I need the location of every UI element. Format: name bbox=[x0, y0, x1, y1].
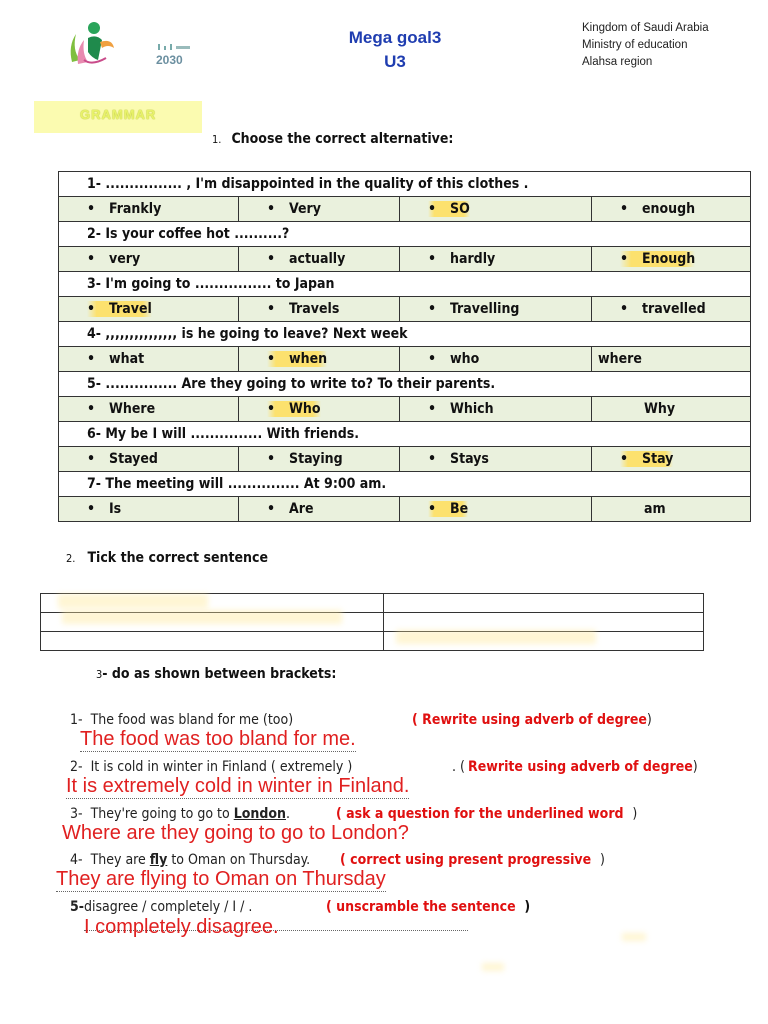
option-cell[interactable] bbox=[59, 247, 239, 272]
option-label: • enough bbox=[620, 201, 695, 217]
option-label: where bbox=[598, 351, 642, 367]
question-row bbox=[59, 272, 751, 297]
education-logo bbox=[62, 16, 118, 70]
option-cell[interactable] bbox=[400, 197, 592, 222]
option-label: • Travelling bbox=[428, 301, 519, 317]
faint-highlight bbox=[58, 594, 208, 608]
option-label-highlighted: • SO bbox=[428, 201, 470, 217]
faint-highlight bbox=[622, 933, 646, 941]
options-row bbox=[59, 297, 751, 322]
option-cell[interactable] bbox=[59, 497, 239, 522]
option-cell[interactable] bbox=[59, 197, 239, 222]
tick-cell-right[interactable] bbox=[384, 613, 704, 632]
ministry-label: Ministry of education bbox=[582, 39, 688, 51]
title-block bbox=[320, 26, 470, 74]
option-label: am bbox=[644, 501, 666, 517]
answer-3[interactable]: Where are they going to go to London? bbox=[62, 822, 409, 844]
region-label: Alahsa region bbox=[582, 56, 653, 68]
option-label-highlighted: • Stay bbox=[620, 451, 673, 467]
question-1-number: 1. bbox=[212, 133, 222, 146]
option-label: • Where bbox=[87, 401, 155, 417]
grammar-label: GRAMMAR bbox=[80, 107, 157, 122]
item-text: The food was bland for me (too) bbox=[90, 712, 294, 728]
option-label: • Is bbox=[87, 501, 121, 517]
option-label: Why bbox=[644, 401, 676, 417]
options-row bbox=[59, 447, 751, 472]
option-cell[interactable] bbox=[239, 497, 400, 522]
question-text: 7- The meeting will ............... At 9:00 am. bbox=[59, 472, 751, 497]
option-label: • Which bbox=[428, 401, 494, 417]
option-cell[interactable] bbox=[239, 197, 400, 222]
instruction-2-open: . ( bbox=[452, 759, 465, 775]
instruction-3: ( ask a question for the underlined word ) bbox=[336, 806, 638, 822]
question-text: 5- ............... Are they going to write to? To their parents. bbox=[59, 372, 751, 397]
option-cell[interactable] bbox=[400, 297, 592, 322]
option-cell[interactable] bbox=[592, 447, 751, 472]
option-cell[interactable] bbox=[59, 297, 239, 322]
tick-cell-right[interactable] bbox=[384, 594, 704, 613]
option-label: • very bbox=[87, 251, 140, 267]
item-text: It is cold in winter in Finland ( extremely ) bbox=[90, 759, 353, 775]
exercise-item-5 bbox=[70, 899, 252, 915]
option-label: • Staying bbox=[267, 451, 343, 467]
answer-5[interactable]: I completely disagree. bbox=[84, 916, 279, 938]
faint-highlight bbox=[396, 630, 596, 644]
option-label-highlighted: • Be bbox=[428, 501, 468, 517]
question-text: 4- ,,,,,,,,,,,,,,, is he going to leave? Next week bbox=[59, 322, 751, 347]
multiple-choice-table bbox=[58, 171, 751, 522]
option-label: • actually bbox=[267, 251, 345, 267]
option-label: • who bbox=[428, 351, 479, 367]
option-cell[interactable] bbox=[592, 297, 751, 322]
worksheet-title: Mega goal3 bbox=[348, 28, 442, 47]
option-cell[interactable] bbox=[59, 447, 239, 472]
option-cell[interactable] bbox=[239, 397, 400, 422]
item-number: 1- bbox=[70, 712, 83, 728]
question-row bbox=[59, 172, 751, 197]
instruction-4: ( correct using present progressive ) bbox=[340, 852, 605, 868]
option-cell[interactable] bbox=[239, 297, 400, 322]
option-cell[interactable] bbox=[592, 197, 751, 222]
exercise-item-4: 4- They are fly to Oman on Thursday. bbox=[70, 852, 311, 868]
question-2-number: 2. bbox=[66, 552, 76, 565]
question-2-text: Tick the correct sentence bbox=[87, 550, 269, 566]
option-label: • travelled bbox=[620, 301, 706, 317]
option-label-highlighted: • Who bbox=[267, 401, 321, 417]
option-cell[interactable] bbox=[592, 247, 751, 272]
option-cell[interactable] bbox=[400, 497, 592, 522]
option-cell[interactable] bbox=[59, 397, 239, 422]
exercise-item-1 bbox=[70, 712, 293, 728]
item-number: 4- bbox=[70, 852, 83, 868]
question-row bbox=[59, 222, 751, 247]
option-cell[interactable] bbox=[400, 247, 592, 272]
unit-label: U3 bbox=[384, 52, 406, 71]
answer-2[interactable]: It is extremely cold in winter in Finland. bbox=[66, 775, 410, 797]
question-1-text: Choose the correct alternative: bbox=[231, 131, 454, 147]
item-number: 3- bbox=[70, 806, 83, 822]
option-cell[interactable] bbox=[400, 397, 592, 422]
instruction-2: Rewrite using adverb of degree) bbox=[468, 759, 698, 775]
underlined-word: London bbox=[233, 806, 286, 822]
question-3-heading bbox=[96, 666, 336, 682]
item-number: 2- bbox=[70, 759, 83, 775]
kingdom-label: Kingdom of Saudi Arabia bbox=[582, 22, 709, 34]
question-2-heading bbox=[66, 550, 268, 566]
option-label: • Very bbox=[267, 201, 321, 217]
option-label-highlighted: • Travel bbox=[87, 301, 152, 317]
option-cell[interactable] bbox=[239, 347, 400, 372]
option-label: • Stayed bbox=[87, 451, 158, 467]
option-label: • Stays bbox=[428, 451, 489, 467]
question-3-number: 3 bbox=[96, 668, 103, 681]
answer-1[interactable]: The food was too bland for me. bbox=[80, 728, 356, 750]
vision-2030-text: 2030 bbox=[156, 53, 183, 67]
options-row bbox=[59, 347, 751, 372]
question-3-text: - do as shown between brackets: bbox=[102, 666, 337, 682]
option-label: • what bbox=[87, 351, 144, 367]
instruction-1: ( Rewrite using adverb of degree) bbox=[412, 712, 652, 728]
option-cell[interactable] bbox=[592, 397, 751, 422]
question-1-heading bbox=[212, 131, 453, 147]
question-text: 2- Is your coffee hot ..........? bbox=[59, 222, 751, 247]
option-label-highlighted: • Enough bbox=[620, 251, 695, 267]
tick-cell-left[interactable] bbox=[41, 632, 384, 651]
option-cell[interactable] bbox=[59, 347, 239, 372]
question-row bbox=[59, 472, 751, 497]
item-number: 5- bbox=[70, 899, 84, 915]
vision-2030-logo bbox=[150, 44, 206, 70]
options-row bbox=[59, 397, 751, 422]
question-row bbox=[59, 422, 751, 447]
institution-block bbox=[582, 20, 709, 71]
option-cell[interactable] bbox=[400, 447, 592, 472]
option-label: • hardly bbox=[428, 251, 495, 267]
answer-4[interactable]: They are flying to Oman on Thursday bbox=[56, 868, 386, 890]
option-cell[interactable] bbox=[592, 497, 751, 522]
option-cell[interactable] bbox=[592, 347, 751, 372]
exercise-item-2 bbox=[70, 759, 352, 775]
question-row bbox=[59, 372, 751, 397]
exercise-item-3: 3- They're going to go to London. bbox=[70, 806, 290, 822]
option-label: • Travels bbox=[267, 301, 339, 317]
option-label: • Are bbox=[267, 501, 314, 517]
option-label-highlighted: • when bbox=[267, 351, 327, 367]
item-text: disagree / completely / I / . bbox=[84, 899, 253, 915]
question-row bbox=[59, 322, 751, 347]
option-cell[interactable] bbox=[239, 247, 400, 272]
option-cell[interactable] bbox=[400, 347, 592, 372]
option-label: • Frankly bbox=[87, 201, 161, 217]
faint-highlight bbox=[62, 610, 342, 624]
faint-highlight bbox=[482, 963, 504, 971]
options-row bbox=[59, 497, 751, 522]
instruction-5: ( unscramble the sentence ) bbox=[326, 899, 531, 915]
tick-row bbox=[41, 632, 704, 651]
options-row bbox=[59, 247, 751, 272]
question-text: 6- My be I will ............... With friends. bbox=[59, 422, 751, 447]
question-text: 1- ................ , I'm disappointed in the quality of this clothes . bbox=[59, 172, 751, 197]
option-cell[interactable] bbox=[239, 447, 400, 472]
underlined-word: fly bbox=[149, 852, 168, 868]
options-row bbox=[59, 197, 751, 222]
question-text: 3- I'm going to ................ to Japan bbox=[59, 272, 751, 297]
